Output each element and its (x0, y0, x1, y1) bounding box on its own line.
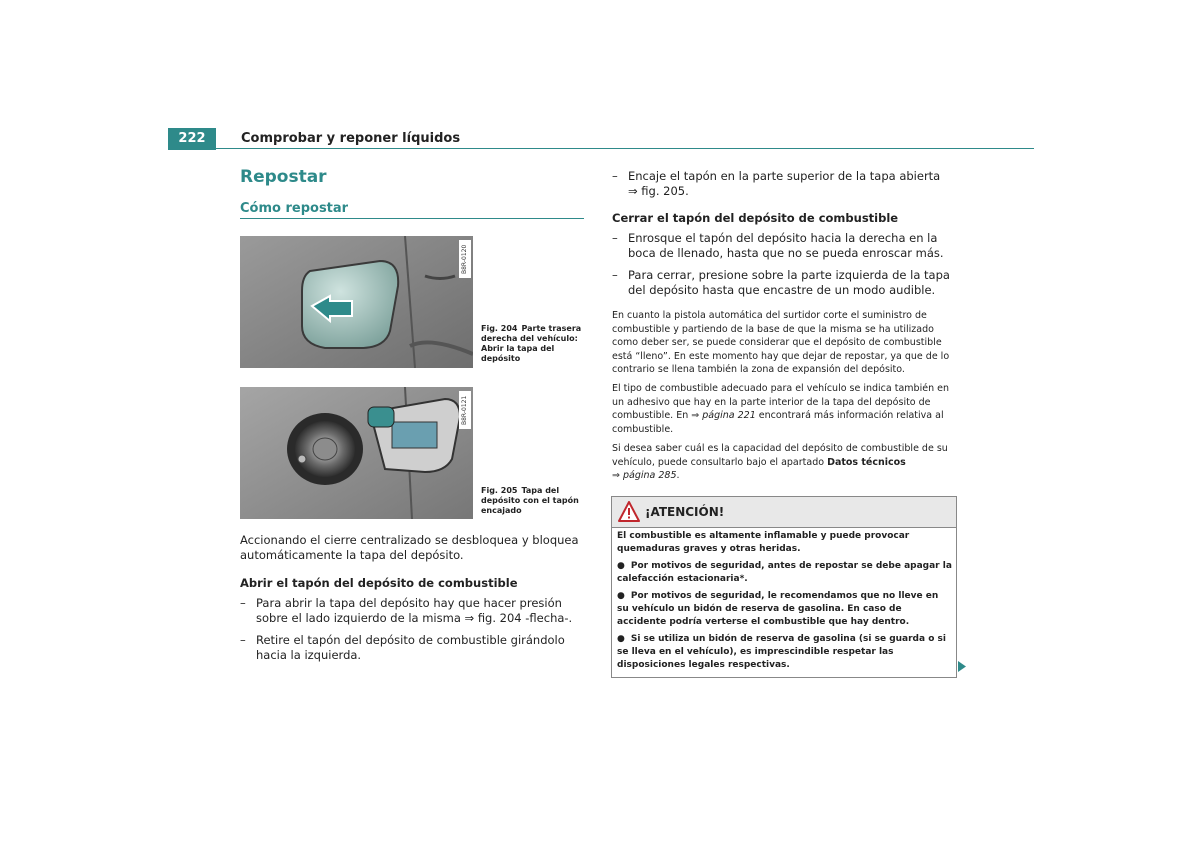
page-reference-link[interactable]: página 221 (702, 410, 756, 421)
figure-caption (481, 486, 585, 516)
warning-bullet (617, 633, 953, 672)
paragraph-full-tank: En cuanto la pistola automática del surtidor corte el suministro de combustible y partiendo de la base de que la misma se ha utilizado como deber ser, se puede considerar que el depósito de combustible está “lleno”. En este momento hay que dejar de repostar, ya que de lo contrario se llena también la zona de expansión del depósito. (612, 310, 950, 375)
step-item (240, 596, 586, 626)
figure-caption-text: Tapa del depósito con el tapón encajado (481, 486, 579, 515)
step-text: Para cerrar, presione sobre la parte izquierda de la tapa del depósito hasta que encastre de un modo audible. (628, 268, 950, 297)
figure-caption (481, 324, 585, 364)
chapter-title: Comprobar y reponer líquidos (241, 131, 461, 146)
step-item (240, 633, 586, 663)
technical-data-label: Datos técnicos (827, 456, 906, 468)
warning-box (611, 496, 957, 678)
warning-bullet-text: Por motivos de seguridad, le recomendamos que no lleve en su vehículo un bidón de reserva de gasolina. En caso de accidente podría verterse el combustible que hay dentro. (617, 591, 939, 627)
bullet-icon: ● (617, 634, 625, 644)
step-item (612, 231, 968, 261)
figure-fuel-flap-closed (240, 236, 473, 368)
figure-fuel-cap-stowed (240, 387, 473, 519)
figure-number: Fig. 204 (481, 324, 518, 333)
step-dash: – (240, 596, 246, 610)
paragraph-tank-capacity (612, 442, 957, 483)
bullet-icon: ● (617, 591, 625, 601)
page-reference-link[interactable]: ⇒ página 285 (612, 470, 677, 481)
step-dash: – (240, 633, 246, 647)
paragraph-text: encontrará más información relativa al combustible. (612, 410, 944, 435)
fuel-flap-closed-illustration (240, 236, 473, 368)
warning-header (612, 497, 956, 528)
warning-triangle-icon (618, 501, 640, 522)
step-text: Encaje el tapón en la parte superior de la tapa abierta ⇒ fig. 205. (628, 169, 941, 198)
warning-bullet (617, 590, 953, 629)
step-item (612, 268, 968, 298)
subsection-title: Cómo repostar (240, 201, 349, 216)
warning-bullet (617, 560, 953, 586)
warning-bullet-text: Por motivos de seguridad, antes de repostar se debe apagar la calefacción estacionaria*. (617, 561, 952, 584)
figure-number: Fig. 205 (481, 486, 518, 495)
section-title: Repostar (240, 167, 327, 187)
header-divider (216, 148, 1034, 149)
figure-caption-text: Parte trasera derecha del vehículo: Abrir la tapa del depósito (481, 324, 582, 363)
intro-paragraph: Accionando el cierre centralizado se desbloquea y bloquea automáticamente la tapa del depósito. (240, 533, 579, 562)
page-number: 222 (168, 128, 216, 150)
paragraph-text: El tipo de combustible adecuado para el vehículo se indica también en un adhesivo que hay en la parte interior de la tapa del depósito de combustible. En ⇒ (612, 383, 949, 421)
subsection-divider (240, 218, 584, 219)
warning-body (617, 530, 953, 676)
paragraph-text: Si desea saber cuál es la capacidad del depósito de combustible de su vehículo, puede consultarlo bajo el apartado (612, 443, 948, 468)
step-text: Enrosque el tapón del depósito hacia la derecha en la boca de llenado, hasta que no se pueda enroscar más. (628, 231, 944, 260)
figure-code: B8R-0121 (459, 391, 471, 429)
continue-arrow-icon (958, 661, 966, 672)
warning-bullet-text: Si se utiliza un bidón de reserva de gasolina (si se guarda o si se lleva en el vehículo), es imprescindible respetar las disposiciones legales respectivas. (617, 634, 946, 670)
paragraph-fuel-type (612, 382, 957, 436)
step-dash: – (612, 268, 618, 282)
open-cap-heading: Abrir el tapón del depósito de combustible (240, 576, 518, 590)
step-dash: – (612, 169, 618, 183)
step-text: Retire el tapón del depósito de combustible girándolo hacia la izquierda. (256, 633, 565, 662)
warning-intro: El combustible es altamente inflamable y puede provocar quemaduras graves y otras heridas. (617, 531, 910, 554)
warning-title: ¡ATENCIÓN! (645, 505, 725, 519)
fuel-cap-stowed-illustration (240, 387, 473, 519)
bullet-icon: ● (617, 561, 625, 571)
step-text: Para abrir la tapa del depósito hay que hacer presión sobre el lado izquierdo de la misma ⇒ fig. 204 -flecha-. (256, 596, 573, 625)
close-cap-heading: Cerrar el tapón del depósito de combustible (612, 211, 899, 225)
paragraph-text: . (676, 470, 680, 481)
figure-code: B8R-0120 (459, 240, 471, 278)
step-item (612, 169, 948, 199)
step-dash: – (612, 231, 618, 245)
